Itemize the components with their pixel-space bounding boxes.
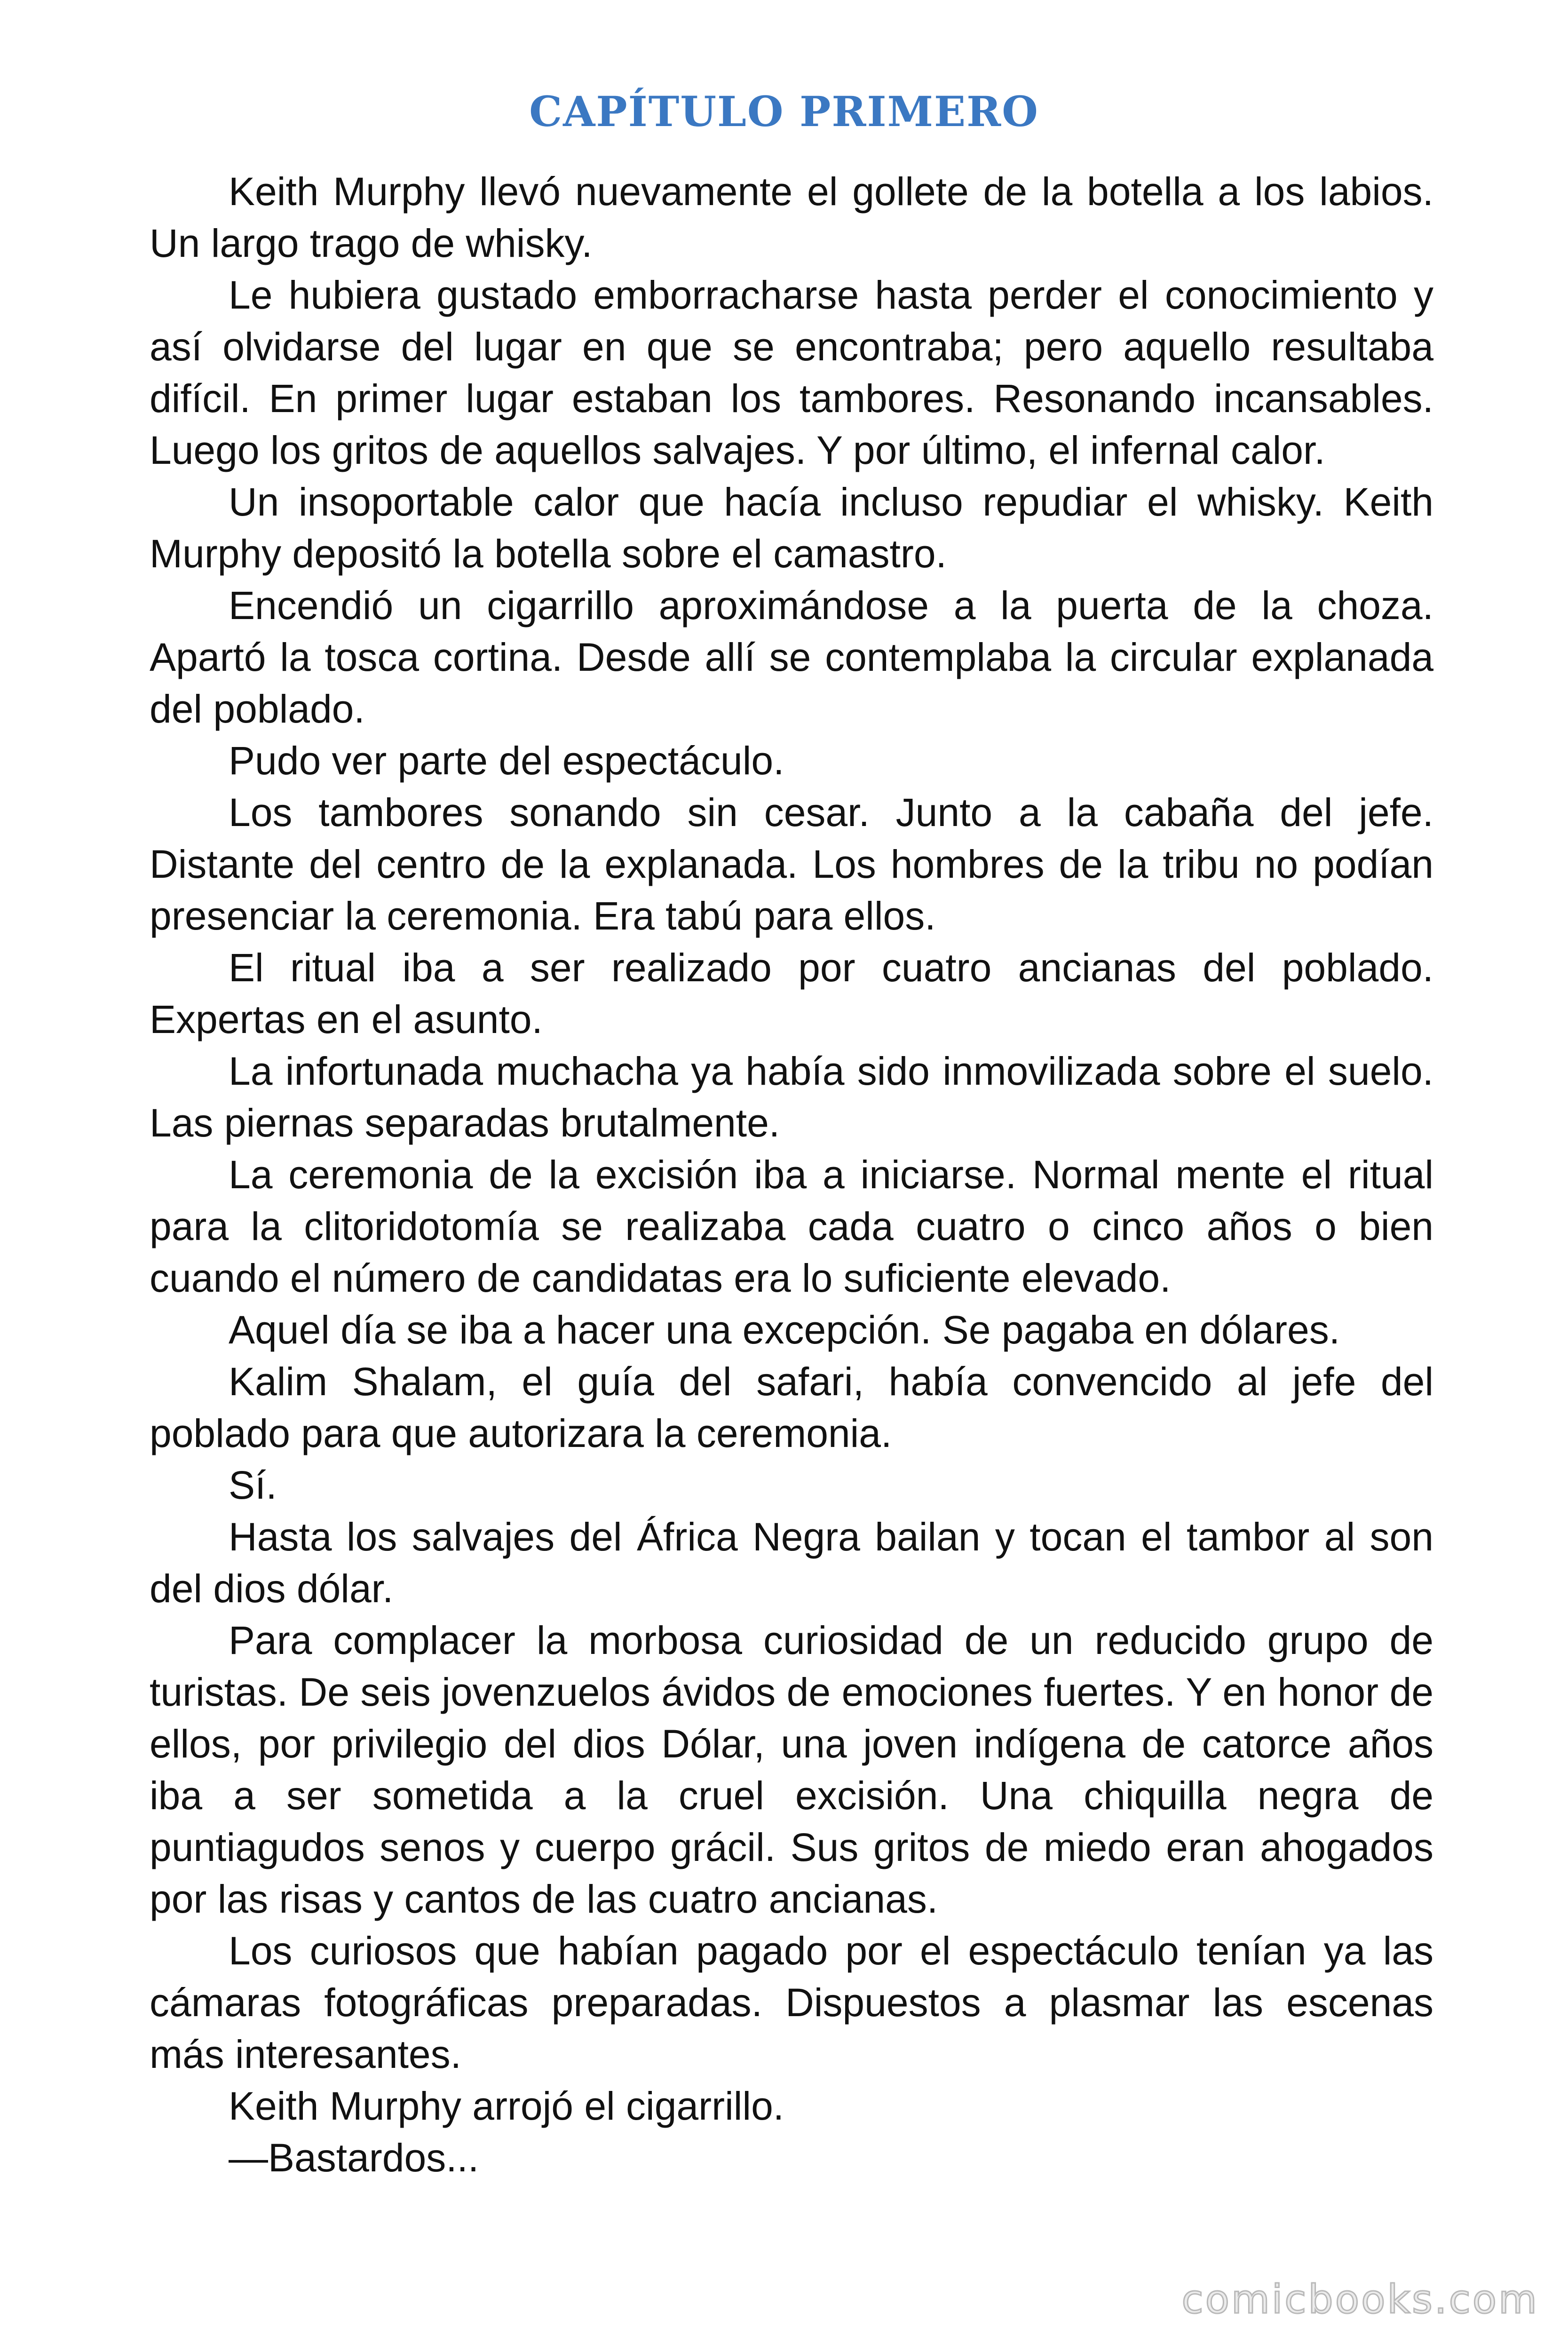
paragraph: Pudo ver parte del espectáculo. (229, 739, 784, 783)
paragraph: Kalim Shalam, el guía del safari, había convencido al jefe del poblado para que autorizara la ceremonia. (150, 1359, 1433, 1455)
paragraph: Encendió un cigarrillo aproximándose a la puerta de la choza. Apartó la tosca cortina. Desde allí se contemplaba la circular explanada del poblado. (150, 583, 1433, 731)
chapter-body (150, 166, 1433, 2184)
paragraph: Un insoportable calor que hacía incluso repudiar el whisky. Keith Murphy depositó la botella sobre el camastro. (150, 480, 1433, 576)
paragraph: Hasta los salvajes del África Negra bailan y tocan el tambor al son del dios dólar. (150, 1515, 1433, 1611)
chapter-title: CAPÍTULO PRIMERO (529, 87, 1039, 136)
paragraph: Keith Murphy llevó nuevamente el gollete de la botella a los labios. Un largo trago de whisky. (150, 169, 1433, 265)
paragraph: La ceremonia de la excisión iba a iniciarse. Normal mente el ritual para la clitoridotomía se realizaba cada cuatro o cinco años o bien cuando el número de candidatas era lo suficiente elevado. (150, 1152, 1433, 1300)
paragraph: Los curiosos que habían pagado por el espectáculo tenían ya las cámaras fotográficas preparadas. Dispuestos a plasmar las escenas más interesantes. (150, 1929, 1433, 2076)
watermark: comicbooks.com (1181, 2276, 1539, 2322)
paragraph: Los tambores sonando sin cesar. Junto a la cabaña del jefe. Distante del centro de la explanada. Los hombres de la tribu no podían presenciar la ceremonia. Era tabú para ellos. (150, 790, 1433, 938)
paragraph: Keith Murphy arrojó el cigarrillo. (229, 2084, 784, 2128)
paragraph: Aquel día se iba a hacer una excepción. Se pagaba en dólares. (229, 1308, 1340, 1352)
paragraph: —Bastardos... (229, 2136, 479, 2180)
paragraph: Le hubiera gustado emborracharse hasta perder el conocimiento y así olvidarse del lugar en que se encontraba; pero aquello resultaba difícil. En primer lugar estaban los tambores. Resonando incansables. Luego los gritos de aquellos salvajes. Y por último, el infernal calor. (150, 273, 1433, 472)
paragraph: Sí. (229, 1463, 277, 1507)
paragraph: La infortunada muchacha ya había sido inmovilizada sobre el suelo. Las piernas separadas brutalmente. (150, 1049, 1433, 1145)
paragraph: Para complacer la morbosa curiosidad de un reducido grupo de turistas. De seis jovenzuelos ávidos de emociones fuertes. Y en honor de ellos, por privilegio del dios Dólar, una joven indígena de catorce años iba a ser sometida a la cruel excisión. Una chiquilla negra de puntiagudos senos y cuerpo grácil. Sus gritos de miedo eran ahogados por las risas y cantos de las cuatro ancianas. (150, 1618, 1433, 1921)
paragraph: El ritual iba a ser realizado por cuatro ancianas del poblado. Expertas en el asunto. (150, 946, 1433, 1041)
